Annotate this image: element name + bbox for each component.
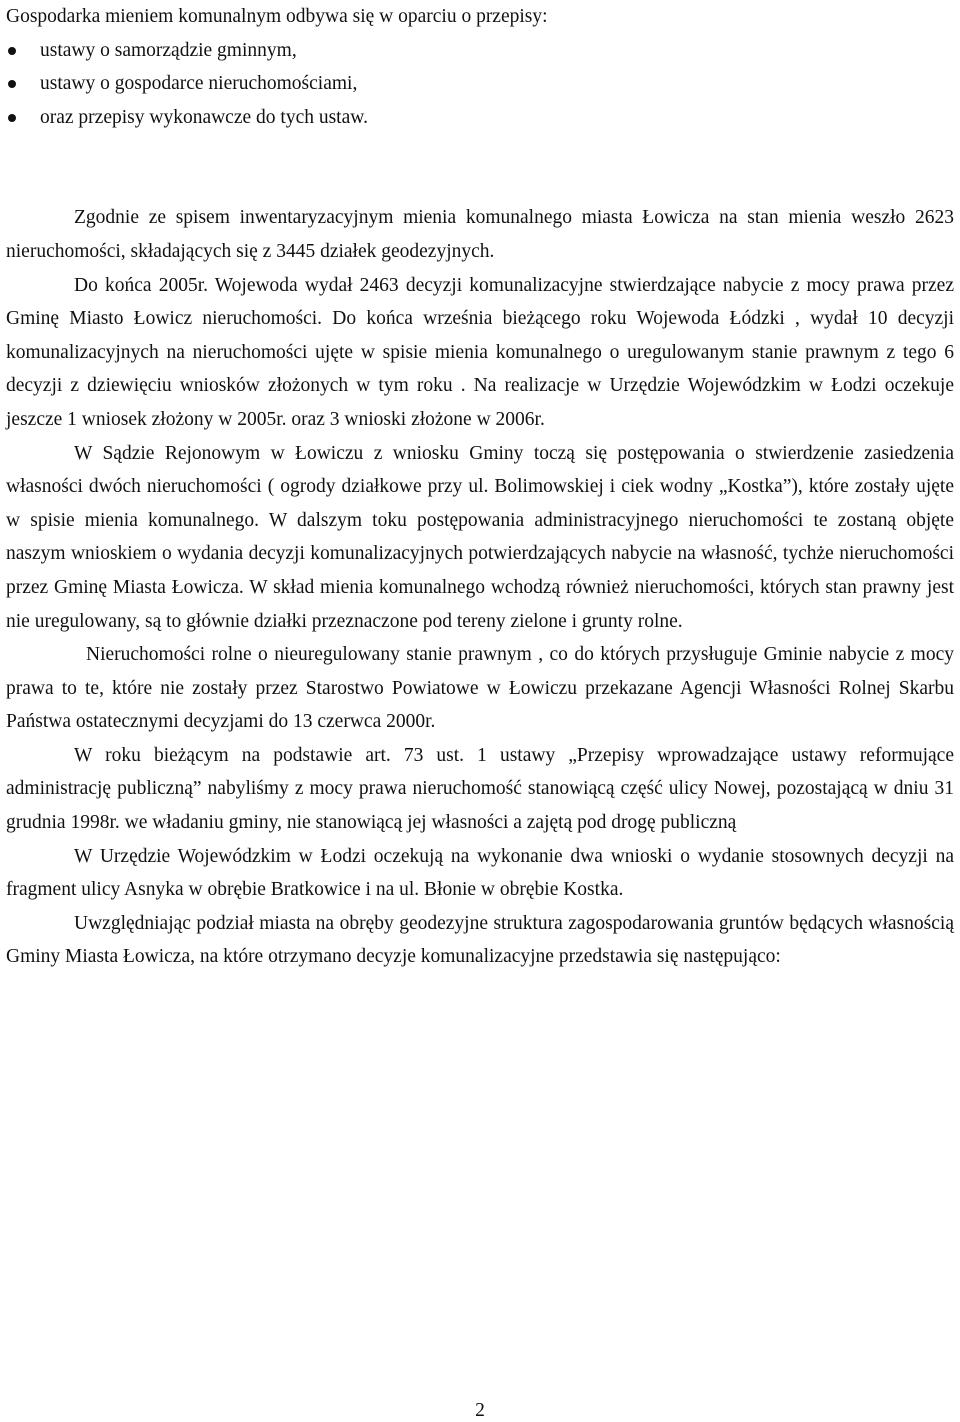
list-item-text: oraz przepisy wykonawcze do tych ustaw. (40, 106, 368, 128)
paragraph-nowa-street: W roku bieżącym na podstawie art. 73 ust. 1 ustawy „Przepisy wprowadzające ustawy reformujące administrację publiczną” nabyliśmy z mocy prawa nieruchomość stanowiącą część ulicy Nowej, pozostającą w dniu 31 grudnia 1998r. we władaniu gminy, nie stanowiącą jej własności a zajętą pod drogę publiczną (6, 744, 954, 834)
paragraph-inventory: Zgodnie ze spisem inwentaryzacyjnym mienia komunalnego miasta Łowicza na stan mienia weszło 2623 nieruchomości, składających się z 3445 działek geodezyjnych. (6, 207, 954, 262)
bullet-icon (8, 47, 16, 55)
list-item (6, 101, 954, 135)
list-item-text: ustawy o gospodarce nieruchomościami, (40, 73, 358, 95)
list-item (6, 34, 954, 68)
paragraph-pending-applications: W Urzędzie Wojewódzkim w Łodzi oczekują na wykonanie dwa wnioski o wydanie stosownych decyzji na fragment ulicy Asnyka w obrębie Bratkowice i na ul. Błonie w obrębie Kostka. (6, 845, 954, 901)
paragraph-agricultural-land: Nieruchomości rolne o nieuregulowany stanie prawnym , co do których przysługuje Gminie nabycie z mocy prawa to te, które nie zostały przez Starostwo Powiatowe w Łowiczu przekazane Agencji Własności Rolnej Skarbu Państwa ostatecznymi decyzjami do 13 czerwca 2000r. (6, 644, 954, 733)
bullet-icon (8, 114, 16, 122)
intro-line: Gospodarka mieniem komunalnym odbywa się w oparciu o przepisy: (6, 6, 548, 27)
paragraph-communalization-decisions: Do końca 2005r. Wojewoda wydał 2463 decyzji komunalizacyjne stwierdzające nabycie z mocy prawa przez Gminę Miasto Łowicz nieruchomości. Do końca września bieżącego roku Wojewoda Łódzki , wydał 10 decyzji komunalizacyjnych na nieruchomości ujęte w spisie mienia komunalnego o uregulowanym stanie prawnym z tego 6 decyzji z dziewięciu wniosków złożonych w tym roku . Na realizacje w Urzędzie Wojewódzkim w Łodzi oczekuje jeszcze 1 wniosek złożony w 2005r. oraz 3 wnioski złożone w 2006r. (6, 274, 954, 430)
list-item-text: ustawy o samorządzie gminnym, (40, 39, 297, 61)
legal-basis-list (6, 34, 954, 135)
section-spacer (6, 134, 954, 201)
paragraph-court-proceedings: W Sądzie Rejonowym w Łowiczu z wniosku Gminy toczą się postępowania o stwierdzenie zasiedzenia własności dwóch nieruchomości ( ogrody działkowe przy ul. Bolimowskiej i ciek wodny „Kostka”), które zostały ujęte w spisie mienia komunalnego. W dalszym toku postępowania administracyjnego nieruchomości te zostaną objęte naszym wnioskiem o wydania decyzji komunalizacyjnych potwierdzających nabycie na własność, tychże nieruchomości przez Gminę Miasta Łowicza. W skład mienia komunalnego wchodzą również nieruchomości, których stan prawny jest nie uregulowany, są to głównie działki przeznaczone pod tereny zielone i grunty rolne. (6, 442, 954, 632)
document-body (6, 0, 954, 974)
paragraph-land-structure: Uwzględniając podział miasta na obręby geodezyjne struktura zagospodarowania gruntów będących własnością Gminy Miasta Łowicza, na które otrzymano decyzje komunalizacyjne przedstawia się następująco: (6, 912, 954, 968)
list-item (6, 67, 954, 101)
page-number: 2 (475, 1400, 485, 1421)
bullet-icon (8, 80, 16, 88)
